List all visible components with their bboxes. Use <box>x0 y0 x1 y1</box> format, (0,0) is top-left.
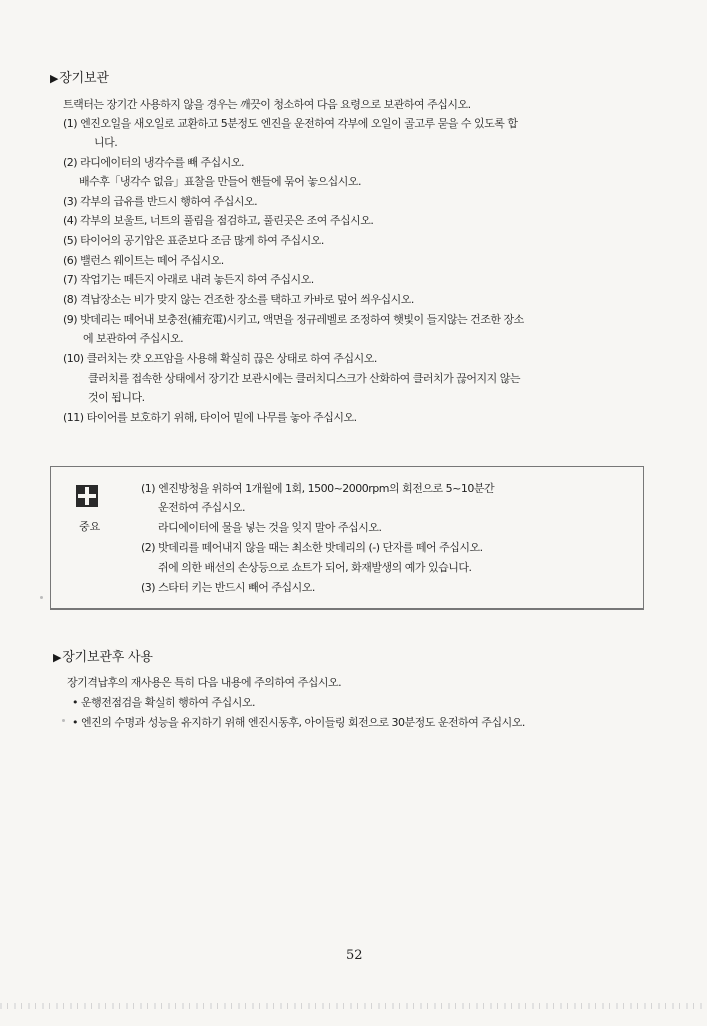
notice-item-1: (1) 엔진방청을 위하여 1개월에 1회, 1500~2000rpm의 회전으로 5~10분간 <box>141 482 495 495</box>
notice-item-2-note: 쥐에 의한 배선의 손상등으로 쇼트가 되어, 화재발생의 예가 있습니다. <box>158 561 472 574</box>
storage-step-11: (11) 타이어를 보호하기 위해, 타이어 밑에 나무를 놓아 주십시오. <box>63 411 357 424</box>
triangle-bullet-icon: ▶ <box>50 72 59 85</box>
cross-icon <box>76 485 98 507</box>
section-heading-long-term-storage: ▶장기보관 <box>50 71 109 86</box>
storage-step-3: (3) 각부의 급유를 반드시 행하여 주십시오. <box>63 195 258 208</box>
triangle-bullet-icon: ▶ <box>53 651 62 664</box>
storage-step-1-cont: 니다. <box>94 136 118 149</box>
scan-speck <box>40 596 43 599</box>
storage-step-9-cont: 에 보관하여 주십시오. <box>83 332 184 345</box>
important-label: 중요 <box>79 520 101 533</box>
page-number: 52 <box>346 948 363 963</box>
notice-item-2: (2) 밧데리를 떼어내지 않을 때는 최소한 밧데리의 (-) 단자를 떼어 주십시오. <box>141 541 483 554</box>
after-storage-bullet-1: • 운행전점검을 확실히 행하여 주십시오. <box>72 696 255 709</box>
storage-step-4: (4) 각부의 보울트, 너트의 풀림을 점검하고, 풀린곳은 조여 주십시오. <box>63 214 374 227</box>
notice-item-1-cont: 운전하여 주십시오. <box>158 501 246 514</box>
storage-step-6: (6) 밸런스 웨이트는 떼어 주십시오. <box>63 254 224 267</box>
storage-step-10-note-cont: 것이 됩니다. <box>88 391 145 404</box>
after-storage-intro: 장기격납후의 재사용은 특히 다음 내용에 주의하여 주십시오. <box>67 676 342 689</box>
after-storage-bullet-2: • 엔진의 수명과 성능을 유지하기 위해 엔진시동후, 아이들링 회전으로 30분정도 운전하여 주십시오. <box>72 716 525 729</box>
scan-artifact <box>0 1003 707 1009</box>
storage-step-10-note: 클러치를 접속한 상태에서 장기간 보관시에는 클러치디스크가 산화하여 클러치가 끊어지지 않는 <box>88 372 521 385</box>
intro-text: 트랙터는 장기간 사용하지 않을 경우는 깨끗이 청소하여 다음 요령으로 보관하여 주십시오. <box>63 98 471 111</box>
storage-step-2-note: 배수후「냉각수 없음」표찰을 만들어 핸들에 묶어 놓으십시오. <box>79 175 362 188</box>
storage-step-7: (7) 작업기는 떼든지 아래로 내려 놓든지 하여 주십시오. <box>63 273 314 286</box>
storage-step-9: (9) 밧데리는 떼어내 보충전(補充電)시키고, 액면을 정규레벨로 조정하여 햇빛이 들지않는 건조한 장소 <box>63 313 524 326</box>
scan-speck <box>62 719 65 722</box>
notice-item-1-note: 라디에이터에 물을 넣는 것을 잊지 말아 주십시오. <box>158 521 382 534</box>
storage-step-5: (5) 타이어의 공기압은 표준보다 조금 많게 하여 주십시오. <box>63 234 324 247</box>
notice-item-3: (3) 스타터 키는 반드시 빼어 주십시오. <box>141 581 315 594</box>
section-heading-after-storage: ▶장기보관후 사용 <box>53 650 153 665</box>
storage-step-1: (1) 엔진오일을 새오일로 교환하고 5분정도 엔진을 운전하여 각부에 오일이 골고루 묻을 수 있도록 합 <box>63 117 518 130</box>
storage-step-10: (10) 클러치는 캿 오프암을 사용해 확실히 끊은 상태로 하여 주십시오. <box>63 352 377 365</box>
storage-step-2: (2) 라디에이터의 냉각수를 빼 주십시오. <box>63 156 244 169</box>
storage-step-8: (8) 격납장소는 비가 맞지 않는 건조한 장소를 택하고 카바로 덮어 씌우십시오. <box>63 293 414 306</box>
